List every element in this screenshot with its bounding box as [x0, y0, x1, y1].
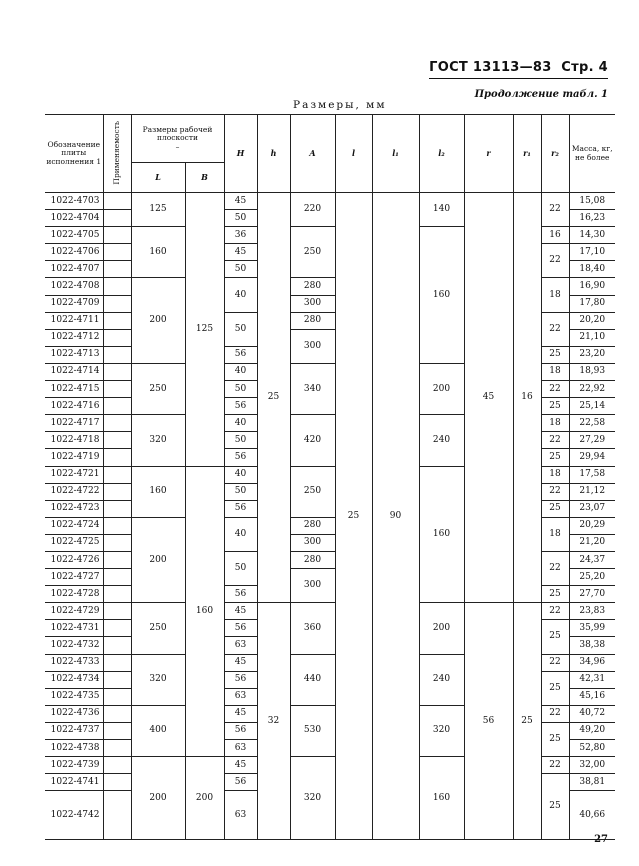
applicability-cell: [103, 569, 131, 586]
H-cell: 50: [224, 483, 257, 500]
mass-cell: 23,07: [569, 500, 615, 517]
mass-cell: 22,58: [569, 415, 615, 432]
col-applicability: Применяемость: [103, 115, 131, 193]
l2-cell: 200: [419, 603, 464, 654]
page-label: Стр. 4: [561, 60, 608, 75]
r2-cell: 16: [541, 227, 569, 244]
col-r2: r₂: [541, 115, 569, 193]
r2-cell: 22: [541, 654, 569, 671]
applicability-cell: [103, 329, 131, 346]
col-l1: l₁: [372, 115, 419, 193]
mass-cell: 24,37: [569, 551, 615, 568]
H-cell: 56: [224, 398, 257, 415]
applicability-cell: [103, 415, 131, 432]
A-cell: 280: [290, 312, 335, 329]
mass-cell: 18,40: [569, 261, 615, 278]
r1-cell: 16: [513, 193, 541, 603]
H-cell: 36: [224, 227, 257, 244]
H-cell: 45: [224, 705, 257, 722]
r2-cell: 25: [541, 449, 569, 466]
dimensions-table: [45, 114, 615, 840]
r-cell: 45: [464, 193, 513, 603]
H-cell: 56: [224, 671, 257, 688]
applicability-cell: [103, 466, 131, 483]
col-A: A: [290, 115, 335, 193]
mass-cell: 40,66: [569, 791, 615, 840]
A-cell: 250: [290, 227, 335, 278]
mass-cell: 21,10: [569, 329, 615, 346]
designation-cell: 1022-4714: [45, 363, 103, 380]
L-cell: 200: [131, 517, 185, 602]
r2-cell: 18: [541, 466, 569, 483]
applicability-cell: [103, 757, 131, 774]
L-cell: 320: [131, 654, 185, 705]
table-row: [45, 603, 615, 620]
designation-cell: 1022-4732: [45, 637, 103, 654]
mass-cell: 21,12: [569, 483, 615, 500]
designation-cell: 1022-4715: [45, 381, 103, 398]
H-cell: 56: [224, 722, 257, 739]
designation-cell: 1022-4735: [45, 688, 103, 705]
A-cell: 420: [290, 415, 335, 466]
mass-cell: 29,94: [569, 449, 615, 466]
l2-cell: 240: [419, 654, 464, 705]
designation-cell: 1022-4705: [45, 227, 103, 244]
mass-cell: 20,20: [569, 312, 615, 329]
mass-cell: 17,10: [569, 244, 615, 261]
H-cell: 50: [224, 381, 257, 398]
mass-cell: 23,83: [569, 603, 615, 620]
designation-cell: 1022-4709: [45, 295, 103, 312]
A-cell: 280: [290, 551, 335, 568]
applicability-cell: [103, 740, 131, 757]
B-cell: 200: [185, 757, 224, 840]
h-cell: 32: [257, 603, 290, 840]
H-cell: 45: [224, 193, 257, 210]
mass-cell: 25,14: [569, 398, 615, 415]
mass-cell: 52,80: [569, 740, 615, 757]
A-cell: 320: [290, 757, 335, 840]
A-cell: 300: [290, 534, 335, 551]
A-cell: 360: [290, 603, 335, 654]
col-l2: l₂: [419, 115, 464, 193]
designation-cell: 1022-4728: [45, 586, 103, 603]
applicability-cell: [103, 193, 131, 210]
applicability-cell: [103, 210, 131, 227]
H-cell: 45: [224, 244, 257, 261]
applicability-cell: [103, 791, 131, 840]
designation-cell: 1022-4733: [45, 654, 103, 671]
r2-cell: 25: [541, 671, 569, 705]
L-cell: 250: [131, 363, 185, 414]
H-cell: 40: [224, 278, 257, 312]
mass-cell: 27,70: [569, 586, 615, 603]
col-H: H: [224, 115, 257, 193]
r2-cell: 25: [541, 346, 569, 363]
mass-cell: 17,58: [569, 466, 615, 483]
standard-number: ГОСТ 13113—83: [429, 60, 552, 75]
H-cell: 63: [224, 740, 257, 757]
designation-cell: 1022-4722: [45, 483, 103, 500]
A-cell: 250: [290, 466, 335, 517]
applicability-cell: [103, 483, 131, 500]
designation-cell: 1022-4729: [45, 603, 103, 620]
r2-cell: 22: [541, 432, 569, 449]
A-cell: 300: [290, 329, 335, 363]
H-cell: 45: [224, 757, 257, 774]
r2-cell: 25: [541, 398, 569, 415]
H-cell: 56: [224, 620, 257, 637]
col-work-surface: Размеры рабочей плоскости –: [131, 115, 224, 163]
H-cell: 45: [224, 654, 257, 671]
designation-cell: 1022-4742: [45, 791, 103, 840]
table-continuation: Продолжение табл. 1: [474, 89, 608, 100]
designation-cell: 1022-4721: [45, 466, 103, 483]
l2-cell: 140: [419, 193, 464, 227]
dimensions-title: Размеры, мм: [293, 99, 387, 111]
col-B: B: [185, 163, 224, 193]
A-cell: 300: [290, 295, 335, 312]
applicability-cell: [103, 534, 131, 551]
applicability-cell: [103, 774, 131, 791]
H-cell: 50: [224, 312, 257, 346]
mass-cell: 16,23: [569, 210, 615, 227]
l2-cell: 200: [419, 363, 464, 414]
H-cell: 50: [224, 210, 257, 227]
A-cell: 280: [290, 517, 335, 534]
L-cell: 200: [131, 757, 185, 840]
H-cell: 63: [224, 637, 257, 654]
l2-cell: 240: [419, 415, 464, 466]
mass-cell: 45,16: [569, 688, 615, 705]
l2-cell: 160: [419, 466, 464, 603]
applicability-cell: [103, 722, 131, 739]
designation-cell: 1022-4725: [45, 534, 103, 551]
applicability-cell: [103, 551, 131, 568]
L-cell: 160: [131, 227, 185, 278]
mass-cell: 15,08: [569, 193, 615, 210]
applicability-cell: [103, 603, 131, 620]
mass-cell: 23,20: [569, 346, 615, 363]
r2-cell: 22: [541, 551, 569, 585]
r2-cell: 25: [541, 586, 569, 603]
l2-cell: 320: [419, 705, 464, 756]
B-cell: 125: [185, 193, 224, 467]
r-cell: 56: [464, 603, 513, 840]
A-cell: 300: [290, 569, 335, 603]
applicability-cell: [103, 517, 131, 534]
mass-cell: 32,00: [569, 757, 615, 774]
r2-cell: 25: [541, 774, 569, 840]
r2-cell: 22: [541, 244, 569, 278]
l2-cell: 160: [419, 757, 464, 840]
col-l: l: [335, 115, 372, 193]
applicability-cell: [103, 637, 131, 654]
applicability-cell: [103, 244, 131, 261]
col-L: L: [131, 163, 185, 193]
designation-cell: 1022-4741: [45, 774, 103, 791]
mass-cell: 35,99: [569, 620, 615, 637]
applicability-cell: [103, 261, 131, 278]
H-cell: 40: [224, 415, 257, 432]
mass-cell: 40,72: [569, 705, 615, 722]
designation-cell: 1022-4703: [45, 193, 103, 210]
L-cell: 250: [131, 603, 185, 654]
designation-cell: 1022-4731: [45, 620, 103, 637]
designation-cell: 1022-4734: [45, 671, 103, 688]
r2-cell: 22: [541, 312, 569, 346]
H-cell: 56: [224, 586, 257, 603]
H-cell: 40: [224, 517, 257, 551]
l2-cell: 160: [419, 227, 464, 364]
L-cell: 125: [131, 193, 185, 227]
page-number: 27: [594, 834, 608, 845]
H-cell: 56: [224, 346, 257, 363]
applicability-cell: [103, 346, 131, 363]
mass-cell: 38,81: [569, 774, 615, 791]
h-cell: 25: [257, 193, 290, 603]
r2-cell: 25: [541, 620, 569, 654]
L-cell: 200: [131, 278, 185, 363]
A-cell: 280: [290, 278, 335, 295]
L-cell: 160: [131, 466, 185, 517]
applicability-cell: [103, 295, 131, 312]
col-h: h: [257, 115, 290, 193]
A-cell: 220: [290, 193, 335, 227]
H-cell: 40: [224, 363, 257, 380]
applicability-cell: [103, 227, 131, 244]
l-cell: 25: [335, 193, 372, 840]
H-cell: 40: [224, 466, 257, 483]
applicability-cell: [103, 688, 131, 705]
designation-cell: 1022-4716: [45, 398, 103, 415]
L-cell: 320: [131, 415, 185, 466]
applicability-cell: [103, 586, 131, 603]
designation-cell: 1022-4723: [45, 500, 103, 517]
table-body: [45, 193, 615, 840]
H-cell: 50: [224, 261, 257, 278]
col-designation: Обозначение плиты исполнения 1: [45, 115, 103, 193]
mass-cell: 16,90: [569, 278, 615, 295]
mass-cell: 21,20: [569, 534, 615, 551]
mass-cell: 17,80: [569, 295, 615, 312]
applicability-cell: [103, 449, 131, 466]
r2-cell: 22: [541, 603, 569, 620]
mass-cell: 34,96: [569, 654, 615, 671]
B-cell: 160: [185, 466, 224, 757]
r2-cell: 18: [541, 363, 569, 380]
H-cell: 63: [224, 688, 257, 705]
designation-cell: 1022-4719: [45, 449, 103, 466]
H-cell: 56: [224, 500, 257, 517]
r2-cell: 18: [541, 415, 569, 432]
designation-cell: 1022-4708: [45, 278, 103, 295]
applicability-cell: [103, 671, 131, 688]
L-cell: 400: [131, 705, 185, 756]
applicability-cell: [103, 432, 131, 449]
applicability-cell: [103, 500, 131, 517]
designation-cell: 1022-4707: [45, 261, 103, 278]
r2-cell: 22: [541, 705, 569, 722]
H-cell: 50: [224, 432, 257, 449]
col-mass: Масса, кг, не более: [569, 115, 615, 193]
col-r: r: [464, 115, 513, 193]
designation-cell: 1022-4713: [45, 346, 103, 363]
designation-cell: 1022-4736: [45, 705, 103, 722]
applicability-cell: [103, 654, 131, 671]
A-cell: 340: [290, 363, 335, 414]
mass-cell: 22,92: [569, 381, 615, 398]
mass-cell: 25,20: [569, 569, 615, 586]
H-cell: 56: [224, 449, 257, 466]
applicability-cell: [103, 398, 131, 415]
H-cell: 45: [224, 603, 257, 620]
mass-cell: 49,20: [569, 722, 615, 739]
designation-cell: 1022-4737: [45, 722, 103, 739]
H-cell: 56: [224, 774, 257, 791]
designation-cell: 1022-4726: [45, 551, 103, 568]
table-row: [45, 193, 615, 210]
r2-cell: 25: [541, 722, 569, 756]
applicability-cell: [103, 381, 131, 398]
r2-cell: 18: [541, 517, 569, 551]
A-cell: 440: [290, 654, 335, 705]
designation-cell: 1022-4739: [45, 757, 103, 774]
r2-cell: 18: [541, 278, 569, 312]
applicability-cell: [103, 278, 131, 295]
mass-cell: 20,29: [569, 517, 615, 534]
designation-cell: 1022-4711: [45, 312, 103, 329]
designation-cell: 1022-4727: [45, 569, 103, 586]
applicability-cell: [103, 620, 131, 637]
r2-cell: 22: [541, 757, 569, 774]
col-r1: r₁: [513, 115, 541, 193]
r2-cell: 22: [541, 381, 569, 398]
H-cell: 63: [224, 791, 257, 840]
l1-cell: 90: [372, 193, 419, 840]
designation-cell: 1022-4717: [45, 415, 103, 432]
mass-cell: 38,38: [569, 637, 615, 654]
mass-cell: 18,93: [569, 363, 615, 380]
mass-cell: 27,29: [569, 432, 615, 449]
r2-cell: 25: [541, 500, 569, 517]
applicability-cell: [103, 705, 131, 722]
applicability-cell: [103, 312, 131, 329]
mass-cell: 14,30: [569, 227, 615, 244]
designation-cell: 1022-4718: [45, 432, 103, 449]
H-cell: 50: [224, 551, 257, 585]
designation-cell: 1022-4704: [45, 210, 103, 227]
r2-cell: 22: [541, 193, 569, 227]
page-header: [429, 60, 608, 79]
r1-cell: 25: [513, 603, 541, 840]
mass-cell: 42,31: [569, 671, 615, 688]
designation-cell: 1022-4738: [45, 740, 103, 757]
designation-cell: 1022-4712: [45, 329, 103, 346]
designation-cell: 1022-4706: [45, 244, 103, 261]
applicability-cell: [103, 363, 131, 380]
designation-cell: 1022-4724: [45, 517, 103, 534]
r2-cell: 22: [541, 483, 569, 500]
A-cell: 530: [290, 705, 335, 756]
